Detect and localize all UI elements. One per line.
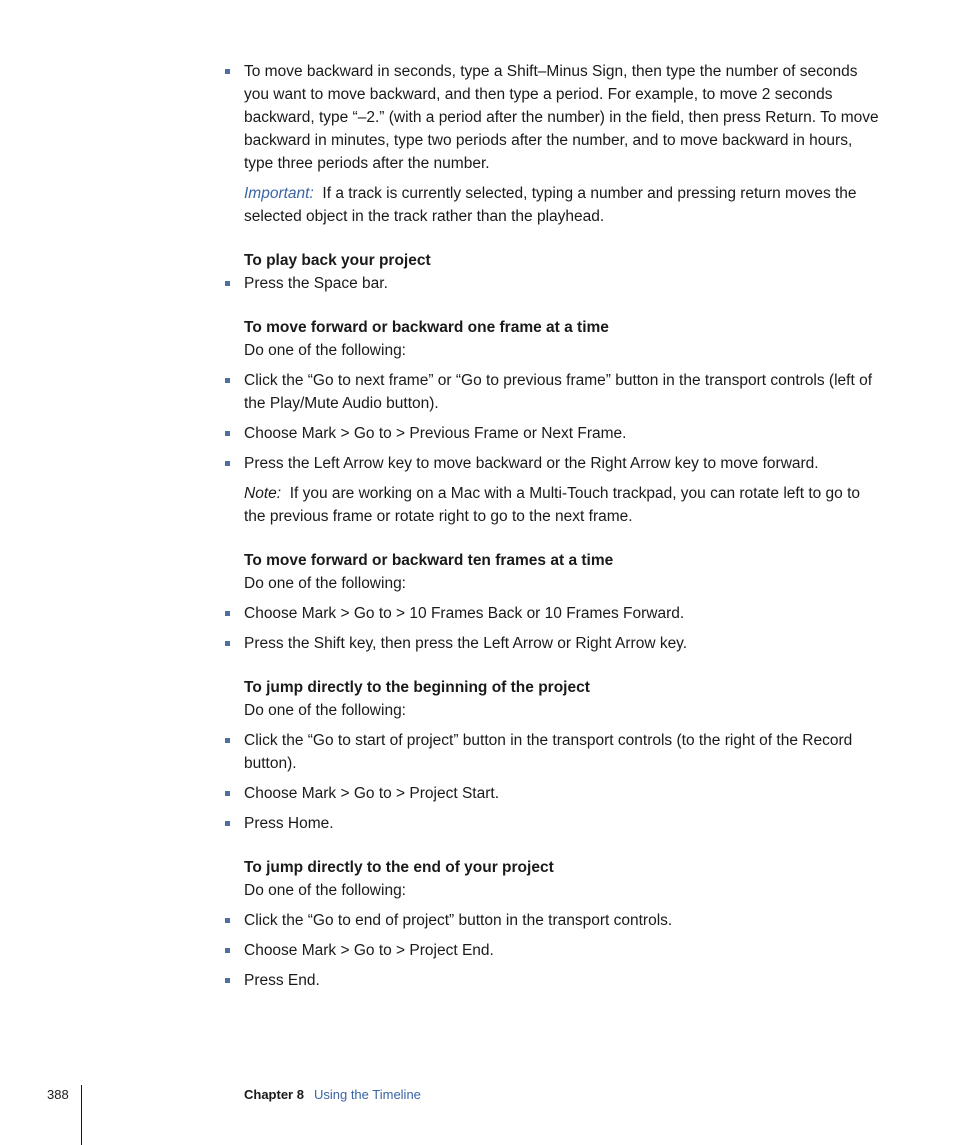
task-heading: To move forward or backward ten frames at a time <box>244 552 614 569</box>
list-item: Choose Mark > Go to > 10 Frames Back or 10 Frames Forward. <box>244 602 880 625</box>
page-content <box>244 60 880 999</box>
bullet-icon <box>225 978 230 983</box>
list-item: Click the “Go to end of project” button in the transport controls. <box>244 909 880 932</box>
list-item: Choose Mark > Go to > Project Start. <box>244 782 880 805</box>
bullet-icon <box>225 918 230 923</box>
footer-chapter <box>244 1087 421 1102</box>
instruction-text: Do one of the following: <box>244 575 406 592</box>
instruction-text: Do one of the following: <box>244 342 406 359</box>
note-label: Note: <box>244 485 282 502</box>
bullet-icon <box>225 378 230 383</box>
list-item: Choose Mark > Go to > Project End. <box>244 939 880 962</box>
instruction-text: Do one of the following: <box>244 702 406 719</box>
bullet-icon <box>225 461 230 466</box>
bullet-icon <box>225 69 230 74</box>
task-heading: To jump directly to the end of your project <box>244 859 554 876</box>
list-item: To move backward in seconds, type a Shift–Minus Sign, then type the number of seconds you want to move backward, and then type a period. For example, to move 2 seconds backward, type “–2.” (with a period after the number) in the field, then press Return. To move backward in minutes, type two periods after the number, and to move backward in hours, type three periods after the number. <box>244 60 880 175</box>
list-item: Press the Left Arrow key to move backward or the Right Arrow key to move forward. <box>244 452 880 475</box>
list-item: Press the Shift key, then press the Left Arrow or Right Arrow key. <box>244 632 880 655</box>
list-item: Press Home. <box>244 812 880 835</box>
page-number: 388 <box>47 1087 69 1102</box>
instruction-text: Do one of the following: <box>244 882 406 899</box>
important-note: Important: If a track is currently selected, typing a number and pressing return moves the selected object in the track rather than the playhead. <box>244 185 857 225</box>
important-label: Important: <box>244 185 314 202</box>
chapter-title: Using the Timeline <box>313 1087 421 1102</box>
chapter-label: Chapter 8 <box>244 1087 304 1102</box>
list-item: Press End. <box>244 969 880 992</box>
bullet-icon <box>225 821 230 826</box>
list-item: Choose Mark > Go to > Previous Frame or Next Frame. <box>244 422 880 445</box>
list-item: Click the “Go to start of project” button in the transport controls (to the right of the Record button). <box>244 729 880 775</box>
bullet-icon <box>225 281 230 286</box>
footer-divider <box>81 1085 82 1145</box>
task-heading: To jump directly to the beginning of the project <box>244 679 590 696</box>
task-heading: To move forward or backward one frame at a time <box>244 319 609 336</box>
bullet-icon <box>225 948 230 953</box>
bullet-icon <box>225 611 230 616</box>
note: Note: If you are working on a Mac with a Multi-Touch trackpad, you can rotate left to go to the previous frame or rotate right to go to the next frame. <box>244 485 861 525</box>
task-heading: To play back your project <box>244 252 431 269</box>
bullet-icon <box>225 738 230 743</box>
list-item: Click the “Go to next frame” or “Go to previous frame” button in the transport controls (left of the Play/Mute Audio button). <box>244 369 880 415</box>
bullet-icon <box>225 431 230 436</box>
list-item: Press the Space bar. <box>244 272 880 295</box>
bullet-icon <box>225 791 230 796</box>
bullet-icon <box>225 641 230 646</box>
